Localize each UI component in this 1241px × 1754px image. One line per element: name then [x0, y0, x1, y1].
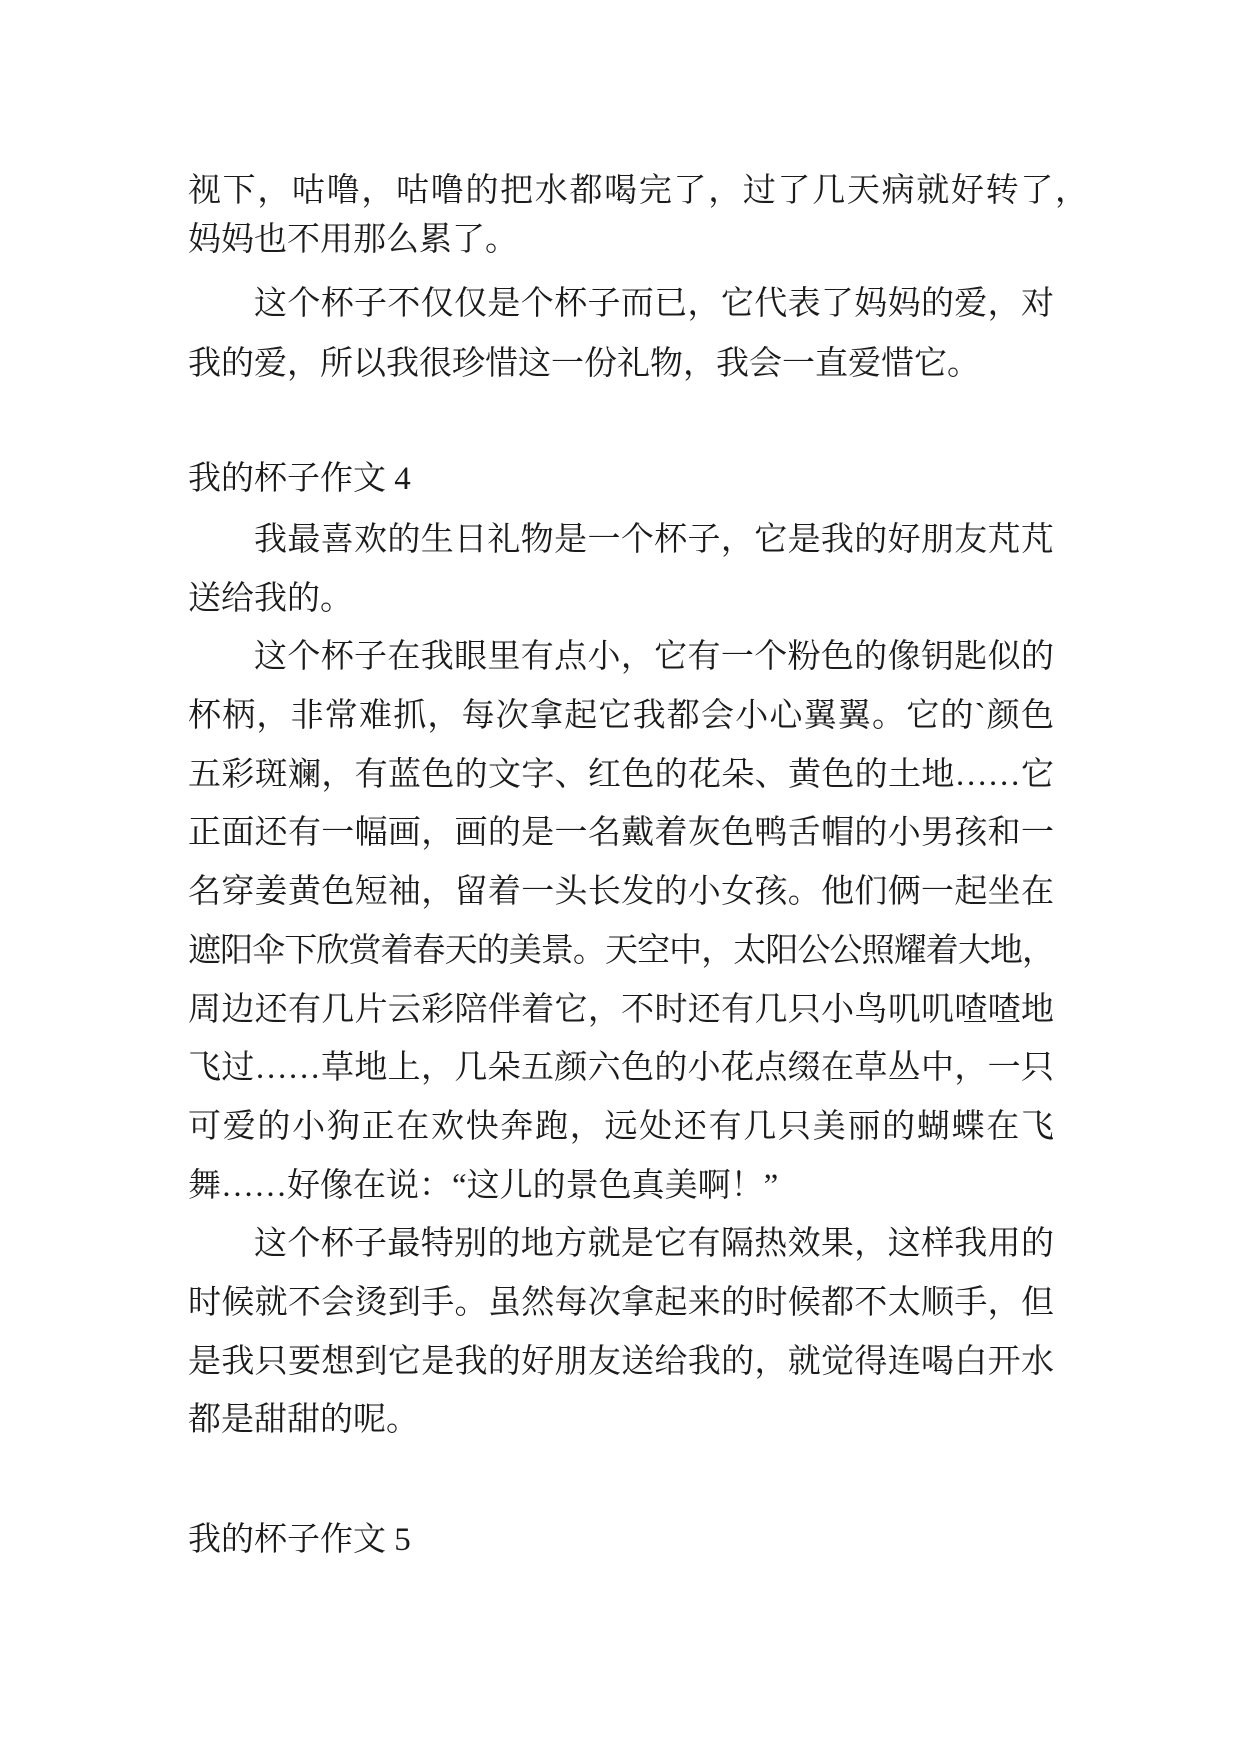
- paragraph-line: 都是甜甜的呢。: [188, 1402, 419, 1438]
- paragraph-line: 周边还有几片云彩陪伴着它，不时还有几只小鸟叽叽喳喳地: [188, 992, 1054, 1028]
- essay-title: 我的杯子作文 5: [188, 1522, 411, 1558]
- paragraph-line: 舞……好像在说：“这儿的景色真美啊！”: [188, 1168, 779, 1204]
- paragraph-line: 遮阳伞下欣赏着春天的美景。天空中，太阳公公照耀着大地，: [188, 933, 1054, 969]
- paragraph-line: 这个杯子最特别的地方就是它有隔热效果，这样我用的: [254, 1226, 1054, 1262]
- essay-title: 我的杯子作文 4: [188, 461, 411, 497]
- paragraph-line: 飞过……草地上，几朵五颜六色的小花点缀在草丛中，一只: [188, 1050, 1054, 1086]
- paragraph-line: 这个杯子在我眼里有点小，它有一个粉色的像钥匙似的: [254, 639, 1054, 675]
- paragraph-line: 名穿姜黄色短袖，留着一头长发的小女孩。他们俩一起坐在: [188, 874, 1054, 910]
- paragraph-line: 可爱的小狗正在欢快奔跑，远处还有几只美丽的蝴蝶在飞: [188, 1109, 1054, 1145]
- paragraph-line: 正面还有一幅画，画的是一名戴着灰色鸭舌帽的小男孩和一: [188, 815, 1054, 851]
- paragraph-line: 时候就不会烫到手。虽然每次拿起来的时候都不太顺手，但: [188, 1285, 1054, 1321]
- paragraph-line: 妈妈也不用那么累了。: [188, 222, 518, 258]
- paragraph-line: 送给我的。: [188, 581, 353, 617]
- paragraph-line: 五彩斑斓，有蓝色的文字、红色的花朵、黄色的土地……它: [188, 757, 1054, 793]
- paragraph-line: 是我只要想到它是我的好朋友送给我的，就觉得连喝白开水: [188, 1344, 1054, 1380]
- paragraph-line: 视下，咕噜，咕噜的把水都喝完了，过了几天病就好转了，: [188, 173, 1088, 209]
- paragraph-line: 杯柄，非常难抓，每次拿起它我都会小心翼翼。它的`颜色: [188, 698, 1054, 734]
- paragraph-line: 我的爱，所以我很珍惜这一份礼物，我会一直爱惜它。: [188, 346, 980, 382]
- paragraph-line: 我最喜欢的生日礼物是一个杯子，它是我的好朋友芃芃: [254, 522, 1054, 558]
- paragraph-line: 这个杯子不仅仅是个杯子而已，它代表了妈妈的爱，对: [254, 286, 1054, 322]
